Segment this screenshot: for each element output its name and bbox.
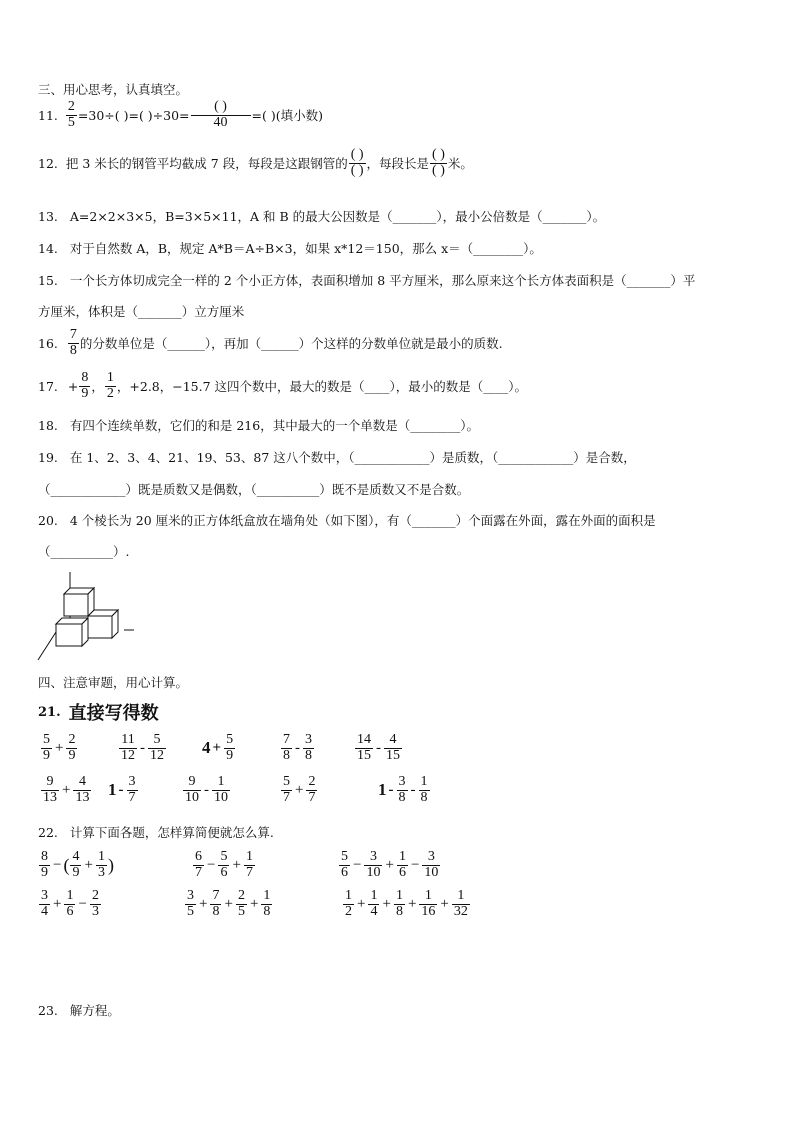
denominator: 4 xyxy=(370,903,378,919)
text: 一个长方体切成完全一样的 2 个小正方体，表面积增加 8 平方厘米，那么原来这个长方体表面积是（_______）平 xyxy=(69,273,696,288)
question-15-line-2: 方厘米，体积是（_______）立方厘米 xyxy=(38,304,245,319)
text: 在 1、2、3、4、21、19、53、87 这八个数中，（____________）是质数，（____________）是合数， xyxy=(69,450,636,465)
q21-item-6 xyxy=(40,775,92,805)
denominator: 10 xyxy=(214,789,228,805)
operator: - xyxy=(118,781,124,798)
numerator: 4 xyxy=(389,732,397,747)
text: 20. xyxy=(38,513,58,528)
denominator: 16 xyxy=(421,903,436,919)
text: ) xyxy=(107,854,114,875)
numerator: 1 xyxy=(263,888,271,903)
fraction xyxy=(148,733,166,763)
denominator: 40 xyxy=(191,115,251,131)
operator: - xyxy=(376,739,381,756)
fraction xyxy=(236,889,247,919)
numerator: 1 xyxy=(395,888,403,903)
fraction xyxy=(364,850,382,880)
denominator: 10 xyxy=(185,789,199,805)
denominator: 7 xyxy=(128,789,136,805)
denominator: 5 xyxy=(237,903,245,919)
denominator: 6 xyxy=(66,903,74,919)
text: 解方程。 xyxy=(69,1003,120,1018)
q16-fraction xyxy=(68,328,79,358)
text: ， xyxy=(91,379,104,395)
numerator: 5 xyxy=(283,774,290,789)
denominator: 9 xyxy=(81,385,89,401)
question-11 xyxy=(38,100,323,130)
fraction xyxy=(303,733,314,763)
question-20 xyxy=(38,511,656,529)
numerator: 9 xyxy=(46,774,54,789)
question-20-line-2: （__________）. xyxy=(38,544,130,559)
numerator: 2 xyxy=(67,99,75,114)
fraction xyxy=(193,850,204,880)
fraction xyxy=(73,775,91,805)
q12-blank-fraction-1 xyxy=(349,148,366,178)
denominator: ( ) xyxy=(432,162,445,178)
fraction xyxy=(212,775,230,805)
floor-diagonal-line xyxy=(38,632,56,660)
numerator: 3 xyxy=(128,774,136,789)
fraction xyxy=(127,775,138,805)
text: 1 xyxy=(108,780,117,800)
numerator: 1 xyxy=(106,370,114,385)
q22-expression-2 xyxy=(192,850,256,880)
numerator: 3 xyxy=(398,774,406,789)
q17-fraction-1 xyxy=(79,371,90,401)
q11-fraction-2 xyxy=(191,100,251,130)
fraction xyxy=(281,775,292,805)
text: 1 xyxy=(378,780,387,800)
denominator: 6 xyxy=(220,864,228,880)
operator: + xyxy=(53,895,62,912)
q21-item-4 xyxy=(280,733,315,763)
cube-corner-figure xyxy=(36,568,136,662)
denominator: 8 xyxy=(420,789,428,805)
denominator: 8 xyxy=(283,747,290,763)
text: 21. xyxy=(38,704,61,720)
operator: + xyxy=(224,895,233,912)
q21-item-2 xyxy=(118,733,167,763)
operator: + xyxy=(382,895,391,912)
operator: - xyxy=(388,781,394,798)
denominator: 13 xyxy=(43,789,57,805)
numerator: 5 xyxy=(220,849,228,864)
q21-item-3 xyxy=(202,733,236,763)
text: ，+2.8，−15.7 这四个数中，最大的数是（____），最小的数是（____）。 xyxy=(116,379,528,395)
fraction xyxy=(119,733,137,763)
numerator: 3 xyxy=(41,888,48,903)
text: 4 个棱长为 20 厘米的正方体纸盒放在墙角处（如下图），有（_______）个面露在外面，露在外面的面积是 xyxy=(69,513,656,528)
denominator: 6 xyxy=(341,864,348,880)
text: 23. xyxy=(38,1003,58,1018)
denominator: 8 xyxy=(263,903,271,919)
operator: + xyxy=(212,739,222,756)
numerator: 7 xyxy=(69,327,77,342)
numerator: 5 xyxy=(43,732,50,747)
numerator: 7 xyxy=(212,888,220,903)
text: 22. xyxy=(38,825,58,840)
fraction xyxy=(306,775,317,805)
fraction xyxy=(185,889,196,919)
operator: + xyxy=(62,781,71,798)
fraction xyxy=(384,733,402,763)
operator: + xyxy=(84,856,93,873)
operator: + xyxy=(357,895,366,912)
fraction xyxy=(96,850,107,880)
q12-text-1: 把 3 米长的钢管平均截成 7 段，每段是这跟钢管的 xyxy=(65,156,348,172)
text: 有四个连续单数，它们的和是 216，其中最大的一个单数是（________）。 xyxy=(69,418,479,433)
fraction xyxy=(281,733,292,763)
text: 计算下面各题，怎样算简便就怎么算. xyxy=(69,825,274,840)
operator: - xyxy=(295,739,300,756)
q22-expression-3 xyxy=(338,850,441,880)
fraction xyxy=(183,775,201,805)
q21-item-8 xyxy=(182,775,231,805)
text: 14. xyxy=(38,241,58,256)
operator: + xyxy=(55,739,64,756)
fraction xyxy=(422,850,440,880)
fraction xyxy=(368,889,379,919)
section-3-title: 三、用心思考，认真填空。 xyxy=(38,82,189,97)
fraction xyxy=(66,733,77,763)
denominator: 7 xyxy=(283,789,290,805)
question-16 xyxy=(38,328,503,358)
q22-expression-6 xyxy=(342,889,471,919)
operator: − xyxy=(353,856,362,873)
fraction xyxy=(397,850,408,880)
denominator: 7 xyxy=(195,864,202,880)
numerator: ( ) xyxy=(214,99,227,114)
numerator: 3 xyxy=(369,849,377,864)
denominator: 9 xyxy=(226,747,234,763)
denominator: 15 xyxy=(386,747,400,763)
fraction xyxy=(244,850,255,880)
numerator: 14 xyxy=(357,732,371,747)
denominator: 6 xyxy=(398,864,406,880)
text: 16. xyxy=(38,335,58,351)
text: 15. xyxy=(38,273,58,288)
numerator: 4 xyxy=(78,774,86,789)
question-15 xyxy=(38,271,695,289)
cube-bottom-right xyxy=(88,616,112,638)
question-19-line-2: （____________）既是质数又是偶数，（__________）既不是质数又不是合数。 xyxy=(38,482,470,497)
q12-text-3: 米。 xyxy=(447,156,473,172)
q21-item-9 xyxy=(280,775,318,805)
denominator: 12 xyxy=(150,747,164,763)
fraction xyxy=(261,889,272,919)
operator: - xyxy=(204,781,209,798)
q21-item-10 xyxy=(378,775,431,805)
numerator: 5 xyxy=(153,732,161,747)
q21-item-7 xyxy=(108,775,139,805)
text: 对于自然数 A，B，规定 A*B＝A÷B×3，如果 x*12＝150，那么 x＝（________）。 xyxy=(69,241,542,256)
numerator: 1 xyxy=(398,849,406,864)
text: 的分数单位是（______），再加（______）个这样的分数单位就是最小的质数. xyxy=(79,336,503,352)
denominator: 8 xyxy=(212,903,220,919)
denominator: 12 xyxy=(121,747,135,763)
operator: − xyxy=(207,856,216,873)
q12-text-2: ，每段长是 xyxy=(366,156,430,172)
denominator: 8 xyxy=(305,747,312,763)
section-4-title: 四、注意审题，用心计算。 xyxy=(38,675,189,690)
denominator: 5 xyxy=(67,114,75,130)
numerator: 5 xyxy=(341,849,348,864)
numerator: 1 xyxy=(370,888,378,903)
q22-expression-5 xyxy=(184,889,273,919)
q11-fraction-1 xyxy=(66,100,77,130)
q22-expression-1 xyxy=(38,850,114,880)
fraction xyxy=(210,889,221,919)
denominator: 32 xyxy=(453,903,468,919)
question-23 xyxy=(38,1001,120,1019)
operator: - xyxy=(410,781,416,798)
denominator: 3 xyxy=(97,864,105,880)
fraction xyxy=(41,733,52,763)
denominator: 7 xyxy=(308,789,316,805)
question-17 xyxy=(38,371,527,401)
q11-number: 11. xyxy=(38,107,58,123)
fraction xyxy=(355,733,373,763)
operator: - xyxy=(140,739,145,756)
numerator: 1 xyxy=(245,849,253,864)
text: 17. xyxy=(38,378,58,394)
fraction xyxy=(419,889,437,919)
numerator: 4 xyxy=(72,849,80,864)
numerator: 3 xyxy=(427,849,435,864)
denominator: 2 xyxy=(106,385,114,401)
fraction xyxy=(452,889,470,919)
question-18 xyxy=(38,416,479,434)
fraction xyxy=(39,889,50,919)
cube-top xyxy=(64,594,88,616)
numerator: 2 xyxy=(308,774,316,789)
numerator: 6 xyxy=(195,849,202,864)
question-19 xyxy=(38,448,636,466)
operator: − xyxy=(53,856,62,873)
denominator: 9 xyxy=(41,864,48,880)
operator: + xyxy=(407,895,417,912)
denominator: 8 xyxy=(69,342,77,358)
denominator: 13 xyxy=(75,789,90,805)
fraction xyxy=(41,775,59,805)
fraction xyxy=(224,733,235,763)
numerator: 1 xyxy=(424,888,432,903)
question-22-heading xyxy=(38,823,274,841)
denominator: ( ) xyxy=(350,162,364,178)
cube-bottom-left xyxy=(56,624,82,646)
text: A=2×2×3×5，B=3×5×11，A 和 B 的最大公因数是（_______），最小公倍数是（_______）。 xyxy=(69,209,606,224)
numerator: 2 xyxy=(91,888,99,903)
question-21-heading xyxy=(38,699,159,725)
text: 直接写得数 xyxy=(68,703,159,724)
operator: + xyxy=(199,895,208,912)
fraction xyxy=(343,889,354,919)
denominator: 9 xyxy=(43,747,50,763)
text: 19. xyxy=(38,450,58,465)
operator: + xyxy=(295,781,304,798)
fraction xyxy=(397,775,408,805)
q21-item-1 xyxy=(40,733,78,763)
numerator: 7 xyxy=(283,732,290,747)
fraction xyxy=(394,889,405,919)
text: 18. xyxy=(38,418,58,433)
question-13 xyxy=(38,207,605,225)
denominator: 2 xyxy=(345,903,352,919)
denominator: 9 xyxy=(72,864,80,880)
denominator: 4 xyxy=(41,903,48,919)
text: 13. xyxy=(38,209,58,224)
numerator: 1 xyxy=(217,774,225,789)
fraction xyxy=(339,850,350,880)
numerator: 1 xyxy=(345,888,352,903)
numerator: 2 xyxy=(237,888,245,903)
q22-expression-4 xyxy=(38,889,102,919)
denominator: 7 xyxy=(245,864,253,880)
q12-number: 12. xyxy=(38,155,58,171)
denominator: 9 xyxy=(68,747,76,763)
denominator: 10 xyxy=(366,864,381,880)
numerator: 8 xyxy=(41,849,48,864)
q11-text-1: =30÷( )=( )÷30= xyxy=(77,107,190,123)
numerator: 1 xyxy=(97,849,105,864)
fraction xyxy=(39,850,50,880)
numerator: 1 xyxy=(420,774,428,789)
denominator: 10 xyxy=(424,864,439,880)
question-14 xyxy=(38,239,542,257)
denominator: 15 xyxy=(357,747,371,763)
numerator: 1 xyxy=(457,888,465,903)
fraction xyxy=(64,889,75,919)
numerator: 1 xyxy=(66,888,74,903)
operator: + xyxy=(440,895,449,912)
denominator: 8 xyxy=(398,789,406,805)
numerator: 2 xyxy=(68,732,76,747)
operator: + xyxy=(385,856,394,873)
q17-fraction-2 xyxy=(105,371,116,401)
numerator: 3 xyxy=(305,732,312,747)
question-12 xyxy=(38,148,473,178)
operator: − xyxy=(78,895,87,912)
fraction xyxy=(419,775,430,805)
denominator: 8 xyxy=(395,903,403,919)
q11-text-2: =( )(填小数) xyxy=(251,108,323,124)
denominator: 5 xyxy=(187,903,194,919)
numerator: 8 xyxy=(81,370,89,385)
fraction xyxy=(70,850,81,880)
text: 4 xyxy=(202,738,211,758)
numerator: 3 xyxy=(187,888,194,903)
numerator: 11 xyxy=(121,732,135,747)
operator: + xyxy=(249,895,259,912)
text: ( xyxy=(63,854,70,875)
numerator: 5 xyxy=(226,732,234,747)
operator: − xyxy=(410,856,420,873)
numerator: 9 xyxy=(188,774,196,789)
fraction xyxy=(218,850,229,880)
operator: + xyxy=(232,856,241,873)
q12-blank-fraction-2 xyxy=(430,148,447,178)
fraction xyxy=(90,889,101,919)
q21-item-5 xyxy=(354,733,403,763)
text: + xyxy=(67,378,79,394)
denominator: 3 xyxy=(91,903,99,919)
numerator: ( ) xyxy=(350,147,364,162)
numerator: ( ) xyxy=(432,147,445,162)
